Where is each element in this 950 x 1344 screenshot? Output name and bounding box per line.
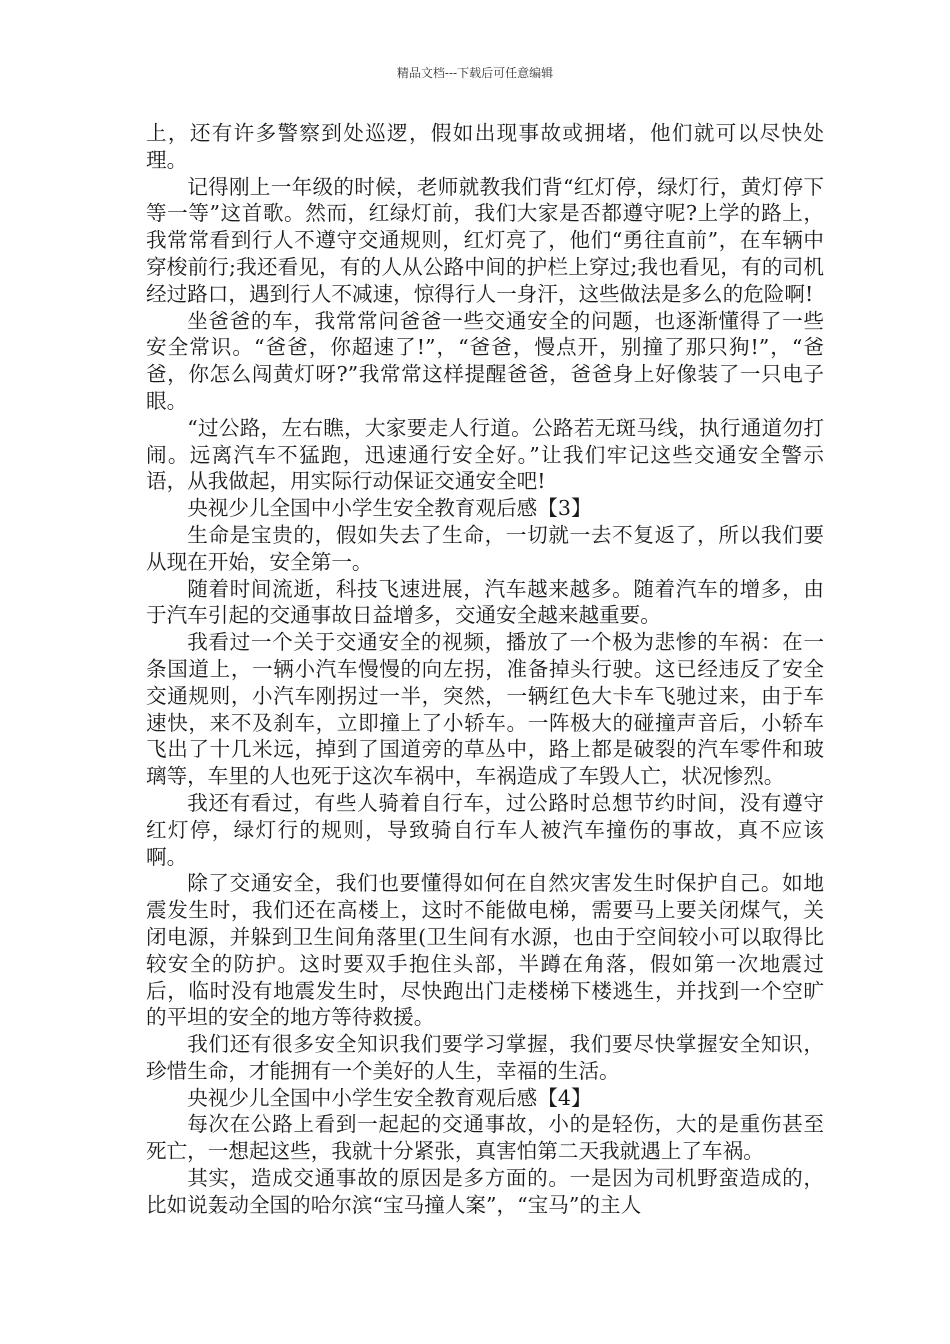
paragraph: 随着时间流逝，科技飞速进展，汽车越来越多。随着汽车的增多，由于汽车引起的交通事故日益增多，交通安全越来越重要。 <box>146 576 824 628</box>
paragraph: 生命是宝贵的，假如失去了生命，一切就一去不复返了，所以我们要从现在开始，安全第一。 <box>146 522 824 574</box>
paragraph: “过公路，左右瞧，大家要走人行道。公路若无斑马线，执行通道勿打闹。远离汽车不猛跑，迅速通行安全好。”让我们牢记这些交通安全警示语，从我做起，用实际行动保证交通安全吧! <box>146 415 824 494</box>
paragraph: 我们还有很多安全知识我们要学习掌握，我们要尽快掌握安全知识，珍惜生命，才能拥有一个美好的人生，幸福的生活。 <box>146 1032 824 1083</box>
paragraph: 每次在公路上看到一起起的交通事故，小的是轻伤，大的是重伤甚至死亡，一想起这些，我就十分紧张，真害怕第二天我就遇上了车祸。 <box>146 1112 824 1164</box>
paragraph: 除了交通安全，我们也要懂得如何在自然灾害发生时保护自己。如地震发生时，我们还在高楼上，这时不能做电梯，需要马上要关闭煤气，关闭电源，并躲到卫生间角落里(卫生间有水源，也由于空间较小可以取得比较安全的防护。这时要双手抱住头部，半蹲在角落，假如第一次地震过后，临时没有地震发生时，尽快跑出门走楼梯下楼逃生，并找到一个空旷的平坦的安全的地方等待救援。 <box>146 871 824 1030</box>
section-heading: 央视少儿全国中小学生安全教育观后感【3】 <box>187 496 592 521</box>
paragraph: 我还有看过，有些人骑着自行车，过公路时总想节约时间，没有遵守红灯停，绿灯行的规则，导致骑自行车人被汽车撞伤的事故，真不应该啊。 <box>146 790 824 869</box>
paragraph: 上，还有许多警察到处巡逻，假如出现事故或拥堵，他们就可以尽快处理。 <box>146 121 824 172</box>
paragraph: 其实，造成交通事故的原因是多方面的。一是因为司机野蛮造成的，比如说轰动全国的哈尔滨“宝马撞人案”，“宝马”的主人 <box>146 1166 824 1217</box>
page-header: 精品文档---下载后可任意编辑 <box>396 66 554 80</box>
paragraph: 坐爸爸的车，我常常问爸爸一些交通安全的问题，也逐渐懂得了一些安全常识。“爸爸，你超速了!”，“爸爸，慢点开，别撞了那只狗!”，“爸爸，你怎么闯黄灯呀?”我常常这样提醒爸爸，爸爸身上好像装了一只电子眼。 <box>146 308 824 413</box>
paragraph: 记得刚上一年级的时候，老师就教我们背“红灯停，绿灯行，黄灯停下等一等”这首歌。然而，红绿灯前，我们大家是否都遵守呢?上学的路上，我常常看到行人不遵守交通规则，红灯亮了，他们“勇往直前”，在车辆中穿梭前行;我还看见，有的人从公路中间的护栏上穿过;我也看见，有的司机经过路口，遇到行人不减速，惊得行人一身汗，这些做法是多么的危险啊! <box>146 174 824 306</box>
section-heading: 央视少儿全国中小学生安全教育观后感【4】 <box>187 1085 592 1110</box>
paragraph: 我看过一个关于交通安全的视频，播放了一个极为悲惨的车祸：在一条国道上，一辆小汽车慢慢的向左拐，准备掉头行驶。这已经违反了安全交通规则，小汽车刚拐过一半，突然，一辆红色大卡车飞驰过来，由于车速快，来不及刹车，立即撞上了小轿车。一阵极大的碰撞声音后，小轿车飞出了十几米远，掉到了国道旁的草丛中，路上都是破裂的汽车零件和玻璃等，车里的人也死于这次车祸中，车祸造成了车毁人亡，状况惨烈。 <box>146 630 824 789</box>
document-body <box>146 120 824 1219</box>
